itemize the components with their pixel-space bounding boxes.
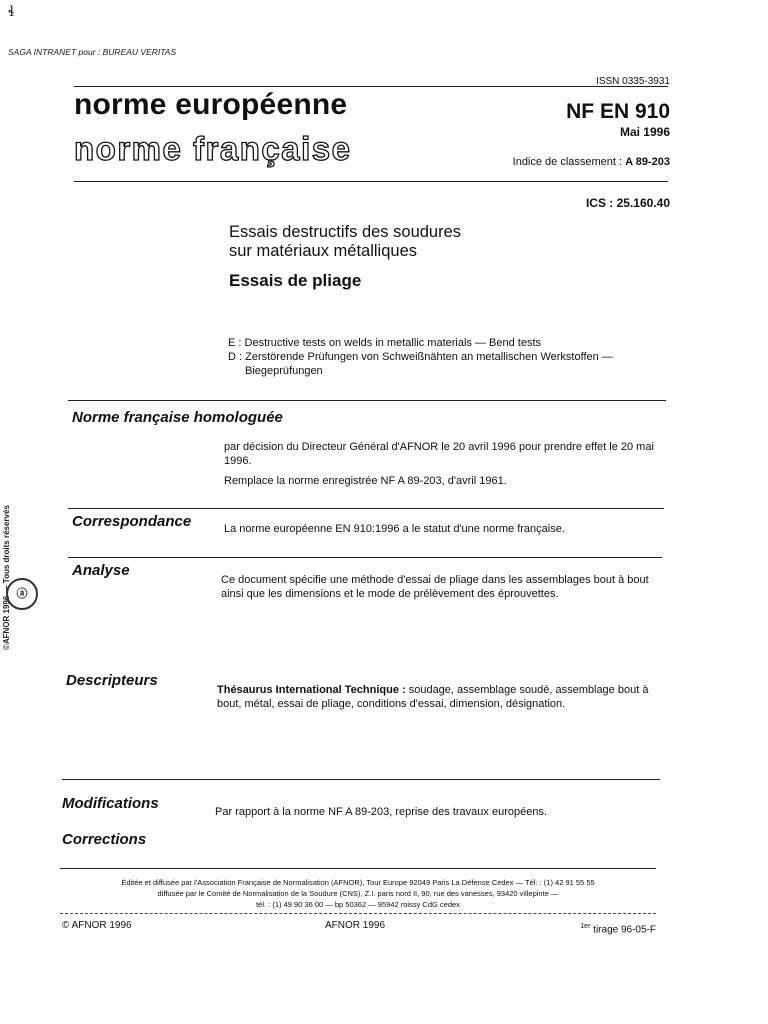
subject-line-1: Essais destructifs des soudures [229,223,462,241]
subject-bold-title: Essais de pliage [229,271,362,290]
footer-publisher: AFNOR 1996 [325,920,386,931]
rule-footer-dashed [60,913,656,914]
section-modifications-text: Par rapport à la norme NF A 89-203, reprise des travaux européens. [215,806,548,818]
footer-line-2: diffusée par le Comité de Normalisation de la Soudure (CNS), Z.I. paris nord II, 90, rue des vanesses, 93420 villepinte — [157,889,559,898]
subject-line-2: sur matériaux métalliques [229,242,417,260]
translations [228,336,613,378]
rule-homologuee [68,400,666,401]
translation-de-1: D : Zerstörende Prüfungen von Schweißnähten an metallischen Werkstoffen — [228,351,613,363]
section-descripteurs-text [217,683,661,711]
translation-en: E : Destructive tests on welds in metallic materials — Bend tests [228,337,542,349]
footer-tirage [580,923,656,935]
descripteurs-terms: soudage, assemblage soudé, assemblage bout à bout, métal, essai de pliage, conditions d'essai, dimension, désignation. [217,684,649,710]
indice-value: A 89-203 [625,156,670,168]
copyright-vertical: ©AFNOR 1996 — Tous droits réservés [2,505,11,650]
section-homologuee-text1: par décision du Directeur Général d'AFNOR le 20 avril 1996 pour prendre effet le 20 mai 1996. [224,441,654,467]
standard-number: NF EN 910 [566,100,670,123]
footer-copyright: © AFNOR 1996 [62,920,132,931]
rule-footer [60,868,656,869]
translation-de-2: Biegeprüfungen [245,365,323,377]
subject-title [229,223,461,261]
footer-tirage-text: tirage 96-05-F [590,924,656,936]
section-analyse-title: Analyse [72,562,130,579]
title-norme-francaise: norme française [74,130,352,167]
intranet-note: SAGA INTRANET pour : BUREAU VERITAS [8,47,177,57]
ics-code: ICS : 25.160.40 [585,196,670,210]
title-norme-europeenne: norme européenne [74,88,348,121]
descripteurs-thesaurus-label: Thésaurus International Technique : [217,684,406,696]
section-corrections-title: Corrections [62,831,147,848]
issn: ISSN 0335-3931 [596,76,670,87]
section-descripteurs-title: Descripteurs [66,672,158,689]
indice-label: Indice de classement : [512,156,623,168]
rule-modifications [62,779,660,780]
publication-date: Mai 1996 [619,125,670,139]
rule-correspondance [68,508,664,509]
section-homologuee-text2: Remplace la norme enregistrée NF A 89-203, d'avril 1961. [224,475,507,487]
section-correspondance-text: La norme européenne EN 910:1996 a le statut d'une norme française. [224,523,565,535]
footer-line-3: tél. : (1) 49 90 36 00 — bp 50362 — 95942 roissy CdG cedex [256,900,460,909]
section-analyse-text: Ce document spécifie une méthode d'essai de pliage dans les assemblages bout à bout ainsi que les dimensions et le mode de prélèvement des éprouvettes. [221,574,649,600]
top-mark: ɬ [8,4,15,20]
header-bottom-rule [74,181,668,182]
footer-tirage-sup: 1er [580,923,591,930]
section-homologuee-title: Norme française homologuée [72,409,283,426]
footer-publisher-info [62,877,654,910]
section-modifications-title: Modifications [62,795,159,812]
indice-classement [513,156,670,168]
section-correspondance-title: Correspondance [72,513,192,530]
footer-line-1: Éditée et diffusée par l'Association Française de Normalisation (AFNOR), Tour Europe 92049 Paris La Défense Cedex — Tél. : (1) 42 91 55 55 [121,878,595,887]
afnor-seal-icon: ⓐ [6,578,38,610]
header-top-rule [74,86,668,87]
rule-analyse [68,557,662,558]
